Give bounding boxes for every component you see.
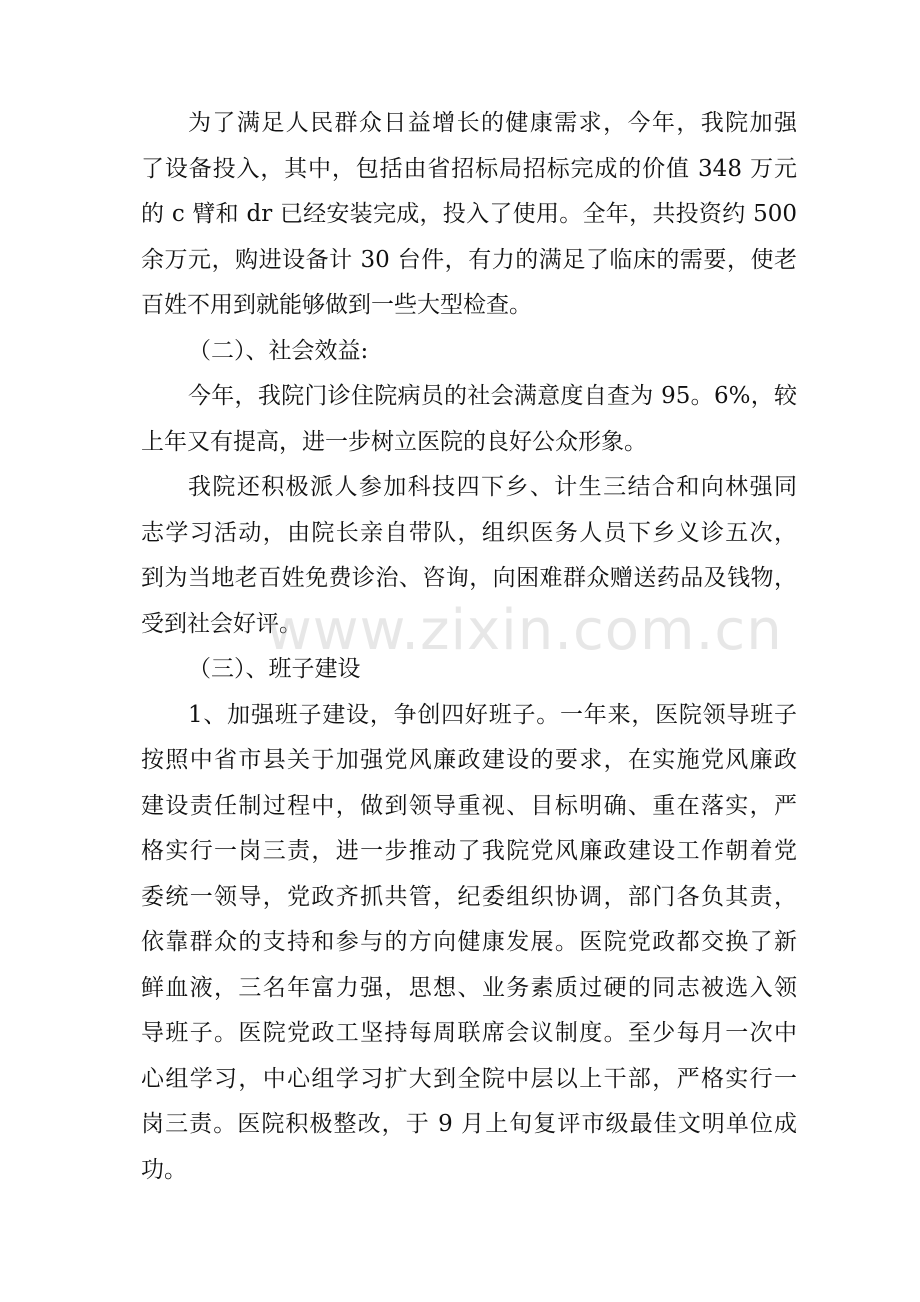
paragraph-line: 了设备投入，其中，包括由省招标局招标完成的价值 348 万元 — [141, 155, 797, 182]
paragraph-line: 余万元，购进设备计 30 台件，有力的满足了临床的需要，使老 — [141, 246, 797, 273]
section-heading: （二）、社会效益: — [188, 337, 369, 364]
paragraph-line: 格实行一岗三责，进一步推动了我院党风廉政建设工作朝着党 — [141, 838, 797, 864]
paragraph-line: 心组学习，中心组学习扩大到全院中层以上干部，严格实行一 — [141, 1065, 797, 1092]
paragraph-line: 依靠群众的支持和参与的方向健康发展。医院党政都交换了新 — [141, 929, 797, 955]
paragraph-line: 上年又有提高，进一步树立医院的良好公众形象。 — [141, 428, 647, 455]
paragraph-line: 1、加强班子建设，争创四好班子。一年来，医院领导班子 — [188, 701, 797, 728]
paragraph-line: 到为当地老百姓免费诊治、咨询，向困难群众赠送药品及钱物， — [141, 565, 797, 591]
section-heading: （三）、班子建设 — [188, 656, 361, 682]
paragraph-line: 委统一领导，党政齐抓共管，纪委组织协调，部门各负其责， — [141, 883, 797, 910]
paragraph-line: 我院还积极派人参加科技四下乡、计生三结合和向林强同 — [188, 474, 797, 500]
paragraph-line: 的 c 臂和 dr 已经安装完成，投入了使用。全年，共投资约 500 — [141, 201, 797, 227]
paragraph-line: 百姓不用到就能够做到一些大型检查。 — [141, 292, 532, 318]
paragraph-line: 按照中省市县关于加强党风廉政建设的要求，在实施党风廉政 — [141, 747, 797, 773]
paragraph-line: 导班子。医院党政工坚持每周联席会议制度。至少每月一次中 — [141, 1020, 797, 1046]
paragraph-line: 建设责任制过程中，做到领导重视、目标明确、重在落实，严 — [141, 792, 797, 819]
document-body — [141, 101, 797, 1193]
paragraph-line: 今年，我院门诊住院病员的社会满意度自查为 95。6%，较 — [188, 383, 797, 409]
paragraph-line: 为了满足人民群众日益增长的健康需求，今年，我院加强 — [188, 110, 797, 136]
paragraph-line: 岗三责。医院积极整改，于 9 月上旬复评市级最佳文明单位成 — [141, 1111, 797, 1137]
watermark: www.zixin.com.cn — [266, 598, 783, 663]
paragraph-line: 志学习活动，由院长亲自带队，组织医务人员下乡义诊五次， — [141, 519, 797, 546]
paragraph-line: 鲜血液，三名年富力强，思想、业务素质过硬的同志被选入领 — [141, 974, 797, 1001]
paragraph-line: 功。 — [141, 1156, 187, 1183]
paragraph-line: 受到社会好评。 — [141, 610, 302, 637]
